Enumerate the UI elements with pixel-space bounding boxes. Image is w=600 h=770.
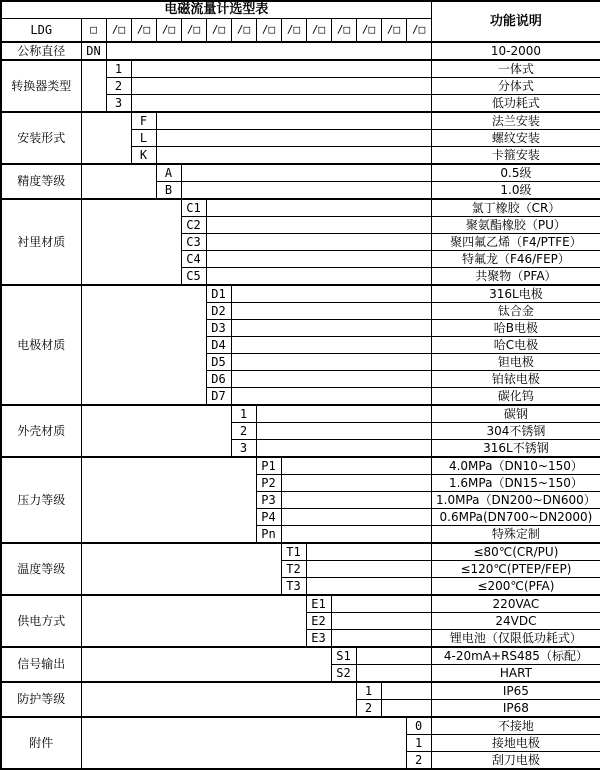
right-spacer-cell bbox=[156, 147, 431, 165]
desc-cell: 一体式 bbox=[431, 60, 600, 78]
right-spacer-cell bbox=[256, 440, 431, 458]
code-cell: C4 bbox=[181, 251, 206, 268]
category-cell: 压力等级 bbox=[1, 457, 81, 543]
option-row bbox=[1, 42, 600, 60]
code-box-slash: /□ bbox=[381, 19, 406, 43]
left-spacer-cell bbox=[81, 164, 156, 199]
right-spacer-cell bbox=[106, 42, 431, 60]
right-spacer-cell bbox=[381, 682, 431, 700]
category-cell: 电极材质 bbox=[1, 285, 81, 405]
desc-cell: 0.6MPa(DN700~DN2000) bbox=[431, 509, 600, 526]
left-spacer-cell bbox=[81, 405, 231, 457]
option-row bbox=[1, 543, 600, 561]
right-spacer-cell bbox=[131, 95, 431, 113]
right-spacer-cell bbox=[356, 647, 431, 665]
code-cell: D5 bbox=[206, 354, 231, 371]
right-spacer-cell bbox=[331, 613, 431, 630]
category-cell: 供电方式 bbox=[1, 595, 81, 647]
model-prefix: LDG bbox=[1, 19, 81, 43]
code-cell: C2 bbox=[181, 217, 206, 234]
code-cell: T3 bbox=[281, 578, 306, 596]
right-spacer-cell bbox=[331, 630, 431, 648]
code-cell: P4 bbox=[256, 509, 281, 526]
category-cell: 温度等级 bbox=[1, 543, 81, 595]
desc-cell: ≤120℃(PTEP/FEP) bbox=[431, 561, 600, 578]
right-spacer-cell bbox=[231, 320, 431, 337]
code-cell: 2 bbox=[231, 423, 256, 440]
category-cell: 外壳材质 bbox=[1, 405, 81, 457]
right-spacer-cell bbox=[206, 268, 431, 286]
right-spacer-cell bbox=[231, 337, 431, 354]
desc-cell: 220VAC bbox=[431, 595, 600, 613]
option-row bbox=[1, 405, 600, 423]
option-row bbox=[1, 682, 600, 700]
right-spacer-cell bbox=[206, 199, 431, 217]
desc-cell: IP68 bbox=[431, 700, 600, 718]
code-cell: E1 bbox=[306, 595, 331, 613]
left-spacer-cell bbox=[81, 682, 356, 717]
right-spacer-cell bbox=[156, 112, 431, 130]
desc-cell: IP65 bbox=[431, 682, 600, 700]
left-spacer-cell bbox=[81, 60, 106, 112]
right-spacer-cell bbox=[156, 130, 431, 147]
left-spacer-cell bbox=[81, 112, 131, 164]
left-spacer-cell bbox=[81, 285, 206, 405]
code-box-slash: /□ bbox=[281, 19, 306, 43]
code-cell: P3 bbox=[256, 492, 281, 509]
code-cell: C3 bbox=[181, 234, 206, 251]
desc-cell: 铂铱电极 bbox=[431, 371, 600, 388]
desc-cell: 304不锈钢 bbox=[431, 423, 600, 440]
right-spacer-cell bbox=[206, 251, 431, 268]
desc-cell: 316L不锈钢 bbox=[431, 440, 600, 458]
code-cell: DN bbox=[81, 42, 106, 60]
right-spacer-cell bbox=[206, 234, 431, 251]
desc-cell: 共聚物（PFA） bbox=[431, 268, 600, 286]
code-cell: 1 bbox=[106, 60, 131, 78]
desc-cell: ≤80℃(CR/PU) bbox=[431, 543, 600, 561]
code-cell: D2 bbox=[206, 303, 231, 320]
desc-cell: HART bbox=[431, 665, 600, 683]
code-cell: D3 bbox=[206, 320, 231, 337]
desc-cell: 特殊定制 bbox=[431, 526, 600, 544]
desc-cell: 碳化钨 bbox=[431, 388, 600, 406]
desc-cell: 接地电极 bbox=[431, 735, 600, 752]
desc-cell: 4-20mA+RS485（标配） bbox=[431, 647, 600, 665]
code-cell: 2 bbox=[106, 78, 131, 95]
title-row bbox=[1, 1, 600, 19]
page-title: 电磁流量计选型表 bbox=[1, 1, 431, 19]
right-spacer-cell bbox=[231, 388, 431, 406]
code-cell: 1 bbox=[231, 405, 256, 423]
code-cell: D7 bbox=[206, 388, 231, 406]
right-spacer-cell bbox=[256, 423, 431, 440]
code-cell: F bbox=[131, 112, 156, 130]
code-cell: P1 bbox=[256, 457, 281, 475]
code-cell: T2 bbox=[281, 561, 306, 578]
right-spacer-cell bbox=[231, 354, 431, 371]
code-cell: 3 bbox=[106, 95, 131, 113]
desc-cell: 1.0MPa（DN200~DN600） bbox=[431, 492, 600, 509]
code-cell: D6 bbox=[206, 371, 231, 388]
category-cell: 转换器类型 bbox=[1, 60, 81, 112]
code-cell: Pn bbox=[256, 526, 281, 544]
category-cell: 精度等级 bbox=[1, 164, 81, 199]
right-spacer-cell bbox=[281, 457, 431, 475]
code-box-slash: /□ bbox=[206, 19, 231, 43]
desc-cell: 碳钢 bbox=[431, 405, 600, 423]
desc-cell: 聚氨酯橡胶（PU） bbox=[431, 217, 600, 234]
option-row bbox=[1, 112, 600, 130]
code-cell: K bbox=[131, 147, 156, 165]
code-cell: S1 bbox=[331, 647, 356, 665]
code-box-slash: /□ bbox=[131, 19, 156, 43]
desc-cell: 钽电极 bbox=[431, 354, 600, 371]
desc-cell: 法兰安装 bbox=[431, 112, 600, 130]
option-row bbox=[1, 717, 600, 735]
left-spacer-cell bbox=[81, 457, 256, 543]
left-spacer-cell bbox=[81, 717, 406, 769]
category-cell: 公称直径 bbox=[1, 42, 81, 60]
desc-cell: 螺纹安装 bbox=[431, 130, 600, 147]
code-cell: P2 bbox=[256, 475, 281, 492]
desc-cell: 哈B电极 bbox=[431, 320, 600, 337]
code-cell: 2 bbox=[356, 700, 381, 718]
code-cell: S2 bbox=[331, 665, 356, 683]
desc-cell: 锂电池（仅限低功耗式） bbox=[431, 630, 600, 648]
desc-cell: 钛合金 bbox=[431, 303, 600, 320]
option-row bbox=[1, 199, 600, 217]
code-box-slash: /□ bbox=[331, 19, 356, 43]
function-column-header: 功能说明 bbox=[431, 1, 600, 42]
option-row bbox=[1, 60, 600, 78]
left-spacer-cell bbox=[81, 647, 331, 682]
code-cell: 1 bbox=[406, 735, 431, 752]
right-spacer-cell bbox=[331, 595, 431, 613]
option-row bbox=[1, 647, 600, 665]
option-row bbox=[1, 457, 600, 475]
category-cell: 附件 bbox=[1, 717, 81, 769]
desc-cell: 1.0级 bbox=[431, 182, 600, 200]
code-box-slash: /□ bbox=[306, 19, 331, 43]
right-spacer-cell bbox=[281, 526, 431, 544]
code-box-slash: /□ bbox=[106, 19, 131, 43]
desc-cell: 特氟龙（F46/FEP） bbox=[431, 251, 600, 268]
code-cell: D4 bbox=[206, 337, 231, 354]
category-cell: 防护等级 bbox=[1, 682, 81, 717]
category-cell: 安装形式 bbox=[1, 112, 81, 164]
right-spacer-cell bbox=[231, 285, 431, 303]
code-box-slash: /□ bbox=[406, 19, 431, 43]
right-spacer-cell bbox=[281, 475, 431, 492]
desc-cell: 聚四氟乙烯（F4/PTFE） bbox=[431, 234, 600, 251]
desc-cell: 刮刀电极 bbox=[431, 752, 600, 770]
desc-cell: 24VDC bbox=[431, 613, 600, 630]
desc-cell: 4.0MPa（DN10~150） bbox=[431, 457, 600, 475]
right-spacer-cell bbox=[181, 164, 431, 182]
right-spacer-cell bbox=[381, 700, 431, 718]
category-cell: 衬里材质 bbox=[1, 199, 81, 285]
left-spacer-cell bbox=[81, 199, 181, 285]
right-spacer-cell bbox=[281, 492, 431, 509]
code-cell: B bbox=[156, 182, 181, 200]
code-box-slash: /□ bbox=[156, 19, 181, 43]
right-spacer-cell bbox=[181, 182, 431, 200]
code-cell: A bbox=[156, 164, 181, 182]
code-cell: C1 bbox=[181, 199, 206, 217]
code-box-slash: /□ bbox=[256, 19, 281, 43]
right-spacer-cell bbox=[131, 60, 431, 78]
desc-cell: 分体式 bbox=[431, 78, 600, 95]
right-spacer-cell bbox=[231, 303, 431, 320]
right-spacer-cell bbox=[231, 371, 431, 388]
code-cell: E3 bbox=[306, 630, 331, 648]
code-cell: L bbox=[131, 130, 156, 147]
option-row bbox=[1, 595, 600, 613]
desc-cell: 卡箍安装 bbox=[431, 147, 600, 165]
category-cell: 信号输出 bbox=[1, 647, 81, 682]
code-cell: 0 bbox=[406, 717, 431, 735]
code-cell: D1 bbox=[206, 285, 231, 303]
code-cell: C5 bbox=[181, 268, 206, 286]
desc-cell: 1.6MPa（DN15~150） bbox=[431, 475, 600, 492]
right-spacer-cell bbox=[306, 561, 431, 578]
option-row bbox=[1, 164, 600, 182]
right-spacer-cell bbox=[131, 78, 431, 95]
code-cell: 2 bbox=[406, 752, 431, 770]
right-spacer-cell bbox=[356, 665, 431, 683]
right-spacer-cell bbox=[281, 509, 431, 526]
code-cell: 3 bbox=[231, 440, 256, 458]
table-body bbox=[1, 1, 600, 769]
code-box-slash: /□ bbox=[356, 19, 381, 43]
right-spacer-cell bbox=[306, 543, 431, 561]
right-spacer-cell bbox=[206, 217, 431, 234]
right-spacer-cell bbox=[256, 405, 431, 423]
code-cell: 1 bbox=[356, 682, 381, 700]
desc-cell: 316L电极 bbox=[431, 285, 600, 303]
code-box-slash: /□ bbox=[231, 19, 256, 43]
option-row bbox=[1, 285, 600, 303]
code-cell: T1 bbox=[281, 543, 306, 561]
left-spacer-cell bbox=[81, 543, 281, 595]
right-spacer-cell bbox=[306, 578, 431, 596]
desc-cell: 哈C电极 bbox=[431, 337, 600, 354]
left-spacer-cell bbox=[81, 595, 306, 647]
desc-cell: 10-2000 bbox=[431, 42, 600, 60]
desc-cell: ≤200℃(PFA) bbox=[431, 578, 600, 596]
code-box-first: □ bbox=[81, 19, 106, 43]
desc-cell: 低功耗式 bbox=[431, 95, 600, 113]
desc-cell: 不接地 bbox=[431, 717, 600, 735]
code-box-slash: /□ bbox=[181, 19, 206, 43]
code-cell: E2 bbox=[306, 613, 331, 630]
desc-cell: 0.5级 bbox=[431, 164, 600, 182]
desc-cell: 氯丁橡胶（CR） bbox=[431, 199, 600, 217]
